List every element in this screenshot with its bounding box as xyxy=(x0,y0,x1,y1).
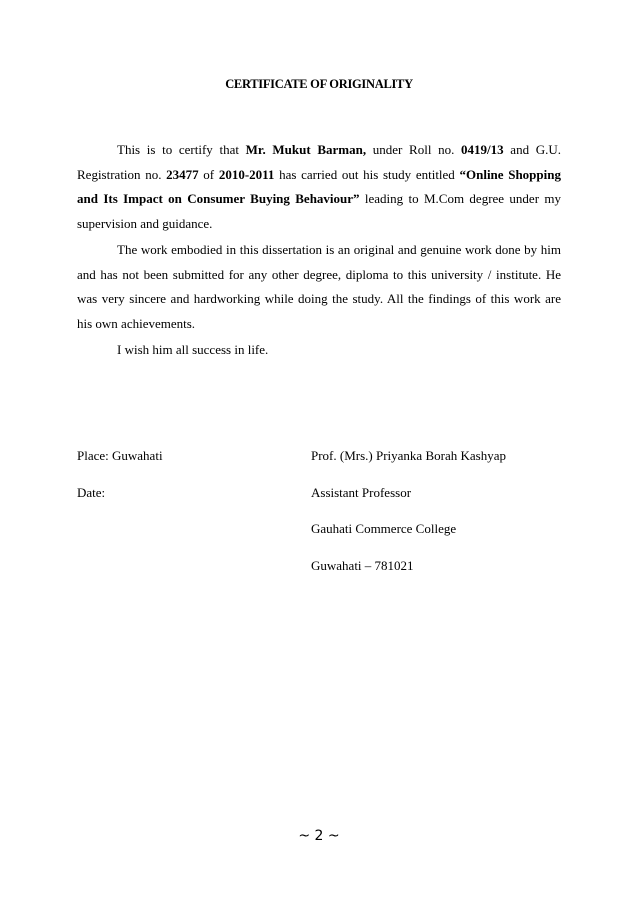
signatory-name: Prof. (Mrs.) Priyanka Borah Kashyap xyxy=(311,448,506,463)
signatory-designation: Assistant Professor xyxy=(311,484,412,500)
place-line: Place: Guwahati xyxy=(77,448,163,463)
date-line: Date: xyxy=(77,484,106,500)
para1-text-3: and G.U. Registration no. xyxy=(77,142,562,182)
originality-text: The work embodied in this dissertation is an original and genuine work done by him and has not been submitted for any other degree, diploma to this university / institute. He was very sincere and hardworking while doing the study. All the findings of this work are his own achievements. xyxy=(77,242,561,331)
signatory-block xyxy=(311,438,506,584)
session-years: 2010-2011 xyxy=(218,166,275,182)
wishes-text: I wish him all success in life. xyxy=(117,342,269,357)
signatory-college: Gauhati Commerce College xyxy=(311,521,457,536)
study-title: “Online Shopping and Its Impact on Consumer Buying Behaviour” xyxy=(77,166,561,207)
registration-number: 23477 xyxy=(166,166,199,182)
roll-number: 0419/13 xyxy=(461,142,504,157)
para1-text-1: This is to certify that xyxy=(117,142,246,157)
wishes-paragraph xyxy=(77,338,561,363)
para1-text-2: under Roll no. xyxy=(366,142,462,157)
para1-text-6: leading to M.Com degree under my supervision and guidance. xyxy=(77,191,561,231)
page-number: ~ 2 ~ xyxy=(298,828,340,844)
certification-paragraph xyxy=(77,138,561,236)
para1-text-4: of xyxy=(198,166,219,182)
signatory-city: Guwahati – 781021 xyxy=(311,557,414,573)
para1-text-5: has carried out his study entitled xyxy=(274,166,460,182)
student-name: Mr. Mukut Barman, xyxy=(245,142,367,157)
originality-paragraph xyxy=(77,238,561,336)
certificate-title: CERTIFICATE OF ORIGINALITY xyxy=(225,77,413,91)
place-date-block xyxy=(77,438,163,511)
